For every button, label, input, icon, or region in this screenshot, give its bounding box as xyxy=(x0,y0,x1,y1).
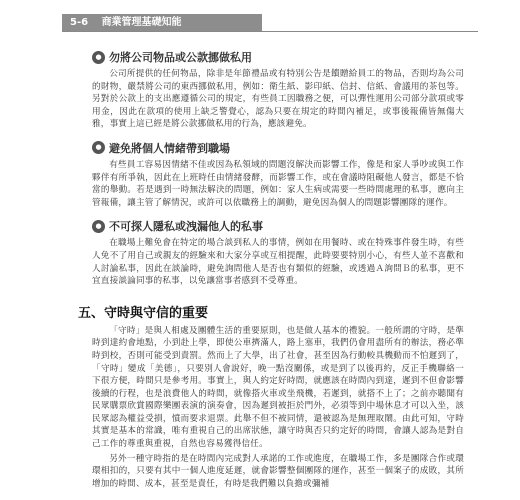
subsection-title: 勿將公司物品或公款挪做私用 xyxy=(109,51,252,64)
subsection-paragraph: 公司所提供的任何物品，除非是年節禮品或有特別公告是饋贈給員工的物品，否則均為公司的財物，嚴禁將公司的東西挪做私用，例如：衛生紙、影印紙、信封、信紙、會議用的茶包等。另對於公款上的支出應遵循公司的規定，有些員工因職務之便，可以彈性運用公司部分款項或零用金，因此在款項的使用上缺乏警覺心，認為只要在規定的時間內補足，或事後報備皆無傷大雅，事實上這已經是將公款挪做私用的行為，應該避免。 xyxy=(92,69,464,130)
subsection-paragraph: 有些員工容易因情緒不佳或因為私領域的問題沒解決而影響工作，像是和家人爭吵或與工作夥伴有所爭執，因此在上班時任由情緒發酵，而影響工作，或在會議時阻礙他人發言，都是不恰當的舉動。若是遇到一時無法解決的問題，例如：家人生病或需要一些時間處理的私事，應向主管報備，讓主管了解情況，或許可以依職務上的調動，避免因為個人的問題影響團隊的運作。 xyxy=(92,159,464,208)
bullet-icon: ● xyxy=(92,141,105,154)
header-divider xyxy=(62,31,478,32)
section-paragraph: 另外一種守時指的是在時間內完成對人承諾的工作或進度，在職場工作，多是團隊合作或環環相扣的，只要有其中一個人進度延遲，就會影響整個團隊的運作，甚至一個案子的成敗，其所增加的時間、成本，甚至是責任，有時是我們難以負擔或彌補 xyxy=(92,453,464,489)
subsection-heading xyxy=(92,48,464,66)
subsection-title: 避免將個人情緒帶到職場 xyxy=(109,141,230,155)
subsection-heading xyxy=(92,139,464,157)
section-paragraph: 「守時」是與人相處及團體生活的重要原則，也是做人基本的禮貌。一般所謂的守時，是準時到達約會地點，小到赴上學，即使公車擠滿人，路上塞車，我們仍會用盡所有的辦法，務必準時到校，否則可能受到責罰。然而上了大學，出了社會，甚至因為行動較具機動而不怕遲到了，「守時」變成「美德」，只要別人會說好，晚一點沒關係，或是到了以後再約，反正手機聯絡一下很方便，時間只是參考用。事實上，與人約定好時間，就應該在時間內到達，遲到不但會影響後續的行程，也是浪費他人的時間，就像搭火車或坐飛機，若遲到，就搭不上了；之前亦聽聞有民眾購票欣賞國際樂團表演的演奏會，因為遲到被拒於門外，必須等到中場休息才可以入坐，該民眾認為權益受損，憤而要求退票。此舉不但不被同情，還被認為是無理取鬧。由此可知，守時其實是基本的常識，唯有重視自己的出席狀態，讓守時與否只約定好的時間，會讓人認為是對自己工作的尊重與重視，自然也容易獲得信任。 xyxy=(92,325,464,450)
page-number: 5-6 xyxy=(70,17,89,28)
book-title: 商業管理基礎知能 xyxy=(101,17,182,28)
bullet-icon: ● xyxy=(92,51,105,64)
bullet-icon: ● xyxy=(92,220,105,233)
page-body xyxy=(78,40,464,490)
running-header xyxy=(62,14,262,31)
section-heading xyxy=(78,302,464,321)
section-title: 五、守時與守信的重要 xyxy=(78,305,209,321)
subsection-paragraph: 在職場上難免會在特定的場合談到私人的事情，例如在用餐時、或在特殊事件發生時，有些人免不了用自己或親友的經驗來和大家分享或互相提醒，此時要要特別小心，有些人並不喜歡和人討論私事，因此在談論時，避免詢問他人是否也有類似的經驗，或透過Ａ詢問Ｂ的私事，更不宜直接談論同事的私事，以免讓當事者感到不受尊重。 xyxy=(92,238,464,287)
subsection-heading xyxy=(92,217,464,235)
subsection-title: 不可探人隱私或洩漏他人的私事 xyxy=(109,220,263,234)
